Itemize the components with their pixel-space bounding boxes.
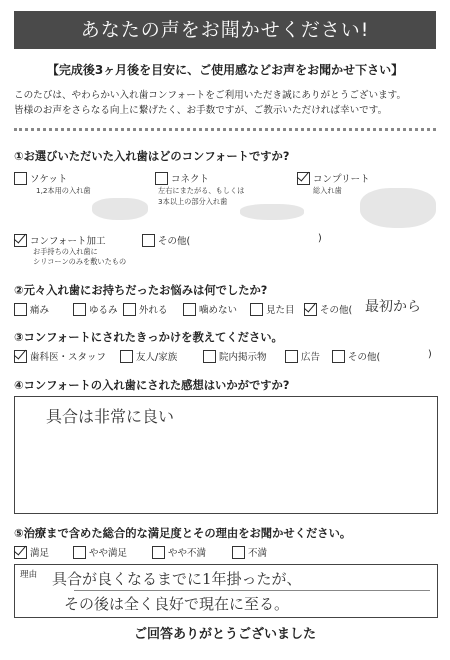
survey-subtitle: 【完成後3ヶ月後を目安に、ご使用感などお声をお聞かせ下さい】 bbox=[46, 63, 404, 77]
checkbox[interactable] bbox=[332, 350, 345, 363]
q2-handwritten-answer: 最初から bbox=[365, 299, 421, 315]
q5-option-somewhat-satisfied[interactable]: やや満足 bbox=[73, 545, 127, 559]
q5-handwritten-reason-line-2: その後は全く良好で現在に至る。 bbox=[64, 595, 290, 613]
complete-denture-photo bbox=[360, 188, 436, 228]
q3-option-friend-family[interactable]: 友人/家族 bbox=[120, 349, 177, 363]
q1-option-other[interactable]: その他( bbox=[142, 233, 190, 247]
q3-other-close-paren: ) bbox=[428, 349, 432, 360]
intro-line-1: このたびは、やわらかい入れ歯コンフォートをご利用いただき誠にありがとうございます。 bbox=[14, 90, 407, 101]
q2-option-other[interactable]: その他( bbox=[304, 302, 352, 316]
checkbox[interactable] bbox=[203, 350, 216, 363]
reason-rule-line bbox=[74, 590, 430, 591]
q5-option-dissatisfied[interactable]: 不満 bbox=[232, 545, 267, 559]
socket-denture-photo bbox=[92, 198, 148, 220]
checkbox-checked[interactable] bbox=[14, 234, 27, 247]
q2-option-loose[interactable]: ゆるみ bbox=[73, 302, 118, 316]
survey-banner: あなたの声をお聞かせください! bbox=[14, 11, 436, 49]
checkbox[interactable] bbox=[73, 303, 86, 316]
connect-denture-photo bbox=[240, 204, 304, 220]
q5-option-somewhat-dissatisfied[interactable]: やや不満 bbox=[152, 545, 206, 559]
q2-option-appearance[interactable]: 見た目 bbox=[250, 302, 295, 316]
checkbox-checked[interactable] bbox=[304, 303, 317, 316]
question-1-title: ①お選びいただいた入れ歯はどのコンフォートですか? bbox=[14, 150, 290, 163]
q3-option-advertisement[interactable]: 広告 bbox=[285, 349, 320, 363]
q1-processing-note-2: シリコーンのみを敷いたもの bbox=[33, 257, 127, 266]
q1-option-connect[interactable]: コネクト bbox=[155, 171, 209, 185]
checkbox[interactable] bbox=[155, 172, 168, 185]
checkbox[interactable] bbox=[123, 303, 136, 316]
q1-connect-note-1: 左右にまたがる、もしくは bbox=[158, 186, 245, 195]
q1-other-close-paren: ) bbox=[318, 233, 322, 244]
q2-option-pain[interactable]: 痛み bbox=[14, 302, 49, 316]
checkbox-checked[interactable] bbox=[14, 546, 27, 559]
q1-option-comfort-processing[interactable]: コンフォート加工 bbox=[14, 233, 106, 247]
q5-option-satisfied[interactable]: 満足 bbox=[14, 545, 49, 559]
checkbox-checked[interactable] bbox=[14, 350, 27, 363]
checkbox[interactable] bbox=[73, 546, 86, 559]
checkbox[interactable] bbox=[142, 234, 155, 247]
checkbox[interactable] bbox=[14, 172, 27, 185]
question-5-title: ⑤治療まで含めた総合的な満足度とその理由をお聞かせください。 bbox=[14, 527, 352, 540]
checkbox[interactable] bbox=[120, 350, 133, 363]
intro-line-2: 皆様のお声をさらなる向上に繋げたく、お手数ですが、ご教示いただければ幸いです。 bbox=[14, 105, 388, 116]
q1-option-socket[interactable]: ソケット bbox=[14, 171, 67, 185]
q5-handwritten-reason-line-1: 具合が良くなるまでに1年掛ったが、 bbox=[52, 570, 302, 588]
q1-complete-note: 総入れ歯 bbox=[313, 186, 342, 195]
q4-handwritten-answer: 具合は非常に良い bbox=[46, 407, 175, 426]
checkbox[interactable] bbox=[183, 303, 196, 316]
checkbox[interactable] bbox=[250, 303, 263, 316]
reason-label: 理由 bbox=[20, 570, 38, 580]
question-4-title: ④コンフォートの入れ歯にされた感想はいかがですか? bbox=[14, 379, 290, 392]
checkbox[interactable] bbox=[232, 546, 245, 559]
q1-processing-note-1: お手持ちの入れ歯に bbox=[33, 247, 98, 256]
q3-option-in-clinic-poster[interactable]: 院内掲示物 bbox=[203, 349, 267, 363]
checkbox-checked[interactable] bbox=[297, 172, 310, 185]
q1-socket-note: 1,2本用の入れ歯 bbox=[36, 186, 91, 195]
checkbox[interactable] bbox=[14, 303, 27, 316]
q3-option-dentist-staff[interactable]: 歯科医・スタッフ bbox=[14, 349, 106, 363]
intro-text bbox=[14, 88, 444, 118]
dotted-divider bbox=[14, 128, 436, 131]
checkbox[interactable] bbox=[285, 350, 298, 363]
q2-option-cannot-chew[interactable]: 噛めない bbox=[183, 302, 237, 316]
q2-option-falls-out[interactable]: 外れる bbox=[123, 302, 168, 316]
question-3-title: ③コンフォートにされたきっかけを教えてください。 bbox=[14, 331, 283, 344]
question-2-title: ②元々入れ歯にお持ちだったお悩みは何でしたか? bbox=[14, 284, 268, 297]
thank-you-footer: ご回答ありがとうございました bbox=[133, 627, 316, 642]
checkbox[interactable] bbox=[152, 546, 165, 559]
q1-option-complete[interactable]: コンプリート bbox=[297, 171, 370, 185]
q1-connect-note-2: 3本以上の部分入れ歯 bbox=[158, 197, 228, 206]
q3-option-other[interactable]: その他( bbox=[332, 349, 380, 363]
